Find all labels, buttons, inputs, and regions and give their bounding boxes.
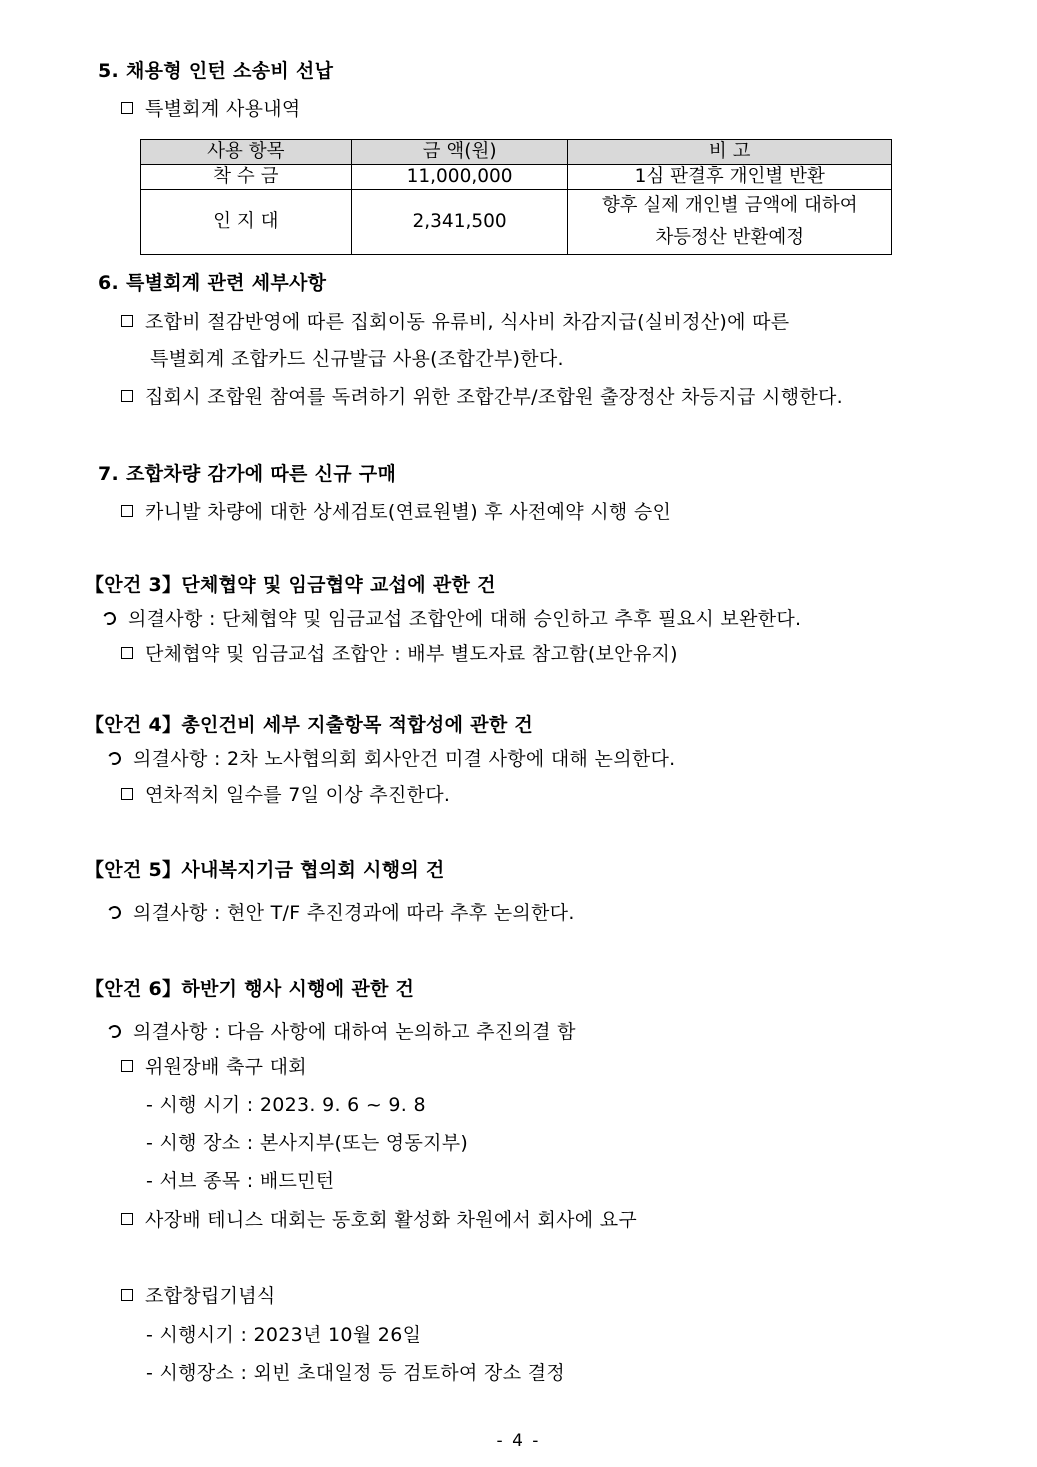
agenda-4-title: 【안건 4】총인건비 세부 지출항목 적합성에 관한 건 xyxy=(85,714,534,736)
cell-amount: 11,000,000 xyxy=(351,165,568,190)
circle-bullet-icon xyxy=(106,750,123,767)
agenda-5-decision: 의결사항 : 현안 T/F 추진경과에 따라 추후 논의한다. xyxy=(108,900,575,926)
agenda-4-bullet: 연차적치 일수를 7일 이상 추진한다. xyxy=(121,782,450,808)
checkbox-square-icon xyxy=(121,1289,133,1301)
cell-note: 향후 실제 개인별 금액에 대하여 차등정산 반환예정 xyxy=(568,190,892,255)
agenda-4-decision: 의결사항 : 2차 노사협의회 회사안건 미결 사항에 대해 논의한다. xyxy=(108,746,676,772)
section-6-bullet-2: 집회시 조합원 참여를 독려하기 위한 조합간부/조합원 출장정산 차등지급 시행한다. xyxy=(121,384,843,410)
cell-amount: 2,341,500 xyxy=(351,190,568,255)
section-7-bullet: 카니발 차량에 대한 상세검토(연료원별) 후 사전예약 시행 승인 xyxy=(121,499,671,525)
agenda-6-bullet-1: 위원장배 축구 대회 xyxy=(121,1054,307,1080)
cell-note: 1심 판결후 개인별 반환 xyxy=(568,165,892,190)
checkbox-square-icon xyxy=(121,647,133,659)
checkbox-square-icon xyxy=(121,102,133,114)
circle-bullet-icon xyxy=(106,1023,123,1040)
table-header-note: 비 고 xyxy=(568,140,892,165)
section-6-bullet-1: 조합비 절감반영에 따른 집회이동 유류비, 식사비 차감지급(실비정산)에 따른 xyxy=(121,309,789,335)
section-6-title: 6. 특별회계 관련 세부사항 xyxy=(98,272,327,294)
checkbox-square-icon xyxy=(121,315,133,327)
table-header-amount: 금 액(원) xyxy=(351,140,568,165)
section-6-bullet-1-cont: 특별회계 조합카드 신규발급 사용(조합간부)한다. xyxy=(150,348,564,370)
section-5-bullet: 특별회계 사용내역 xyxy=(121,96,301,122)
agenda-6-detail: - 시행 시기 : 2023. 9. 6 ~ 9. 8 xyxy=(146,1094,426,1116)
table-row xyxy=(141,190,892,255)
table-header-item: 사용 항목 xyxy=(141,140,352,165)
fund-usage-table xyxy=(140,139,892,255)
agenda-3-decision: 의결사항 : 단체협약 및 임금교섭 조합안에 대해 승인하고 추후 필요시 보완한다. xyxy=(103,606,801,632)
agenda-6-title: 【안건 6】하반기 행사 시행에 관한 건 xyxy=(85,978,415,1000)
agenda-6-bullet-3: 조합창립기념식 xyxy=(121,1283,276,1309)
section-5-title: 5. 채용형 인턴 소송비 선납 xyxy=(98,60,334,82)
agenda-6-decision: 의결사항 : 다음 사항에 대하여 논의하고 추진의결 함 xyxy=(108,1019,576,1045)
checkbox-square-icon xyxy=(121,390,133,402)
checkbox-square-icon xyxy=(121,1213,133,1225)
checkbox-square-icon xyxy=(121,788,133,800)
cell-item: 인 지 대 xyxy=(141,190,352,255)
agenda-6-detail: - 서브 종목 : 배드민턴 xyxy=(146,1170,335,1192)
circle-bullet-icon xyxy=(101,610,118,627)
table-row xyxy=(141,165,892,190)
cell-item: 착 수 금 xyxy=(141,165,352,190)
checkbox-square-icon xyxy=(121,505,133,517)
agenda-6-bullet-2: 사장배 테니스 대회는 동호회 활성화 차원에서 회사에 요구 xyxy=(121,1207,637,1233)
agenda-6-detail: - 시행 장소 : 본사지부(또는 영동지부) xyxy=(146,1132,469,1154)
agenda-5-title: 【안건 5】사내복지기금 협의회 시행의 건 xyxy=(85,859,445,881)
page-number: - 4 - xyxy=(496,1431,541,1451)
checkbox-square-icon xyxy=(121,1060,133,1072)
agenda-3-bullet: 단체협약 및 임금교섭 조합안 : 배부 별도자료 참고함(보안유지) xyxy=(121,641,678,667)
agenda-3-title: 【안건 3】단체협약 및 임금협약 교섭에 관한 건 xyxy=(85,574,496,596)
agenda-6-detail: - 시행시기 : 2023년 10월 26일 xyxy=(146,1324,422,1346)
section-7-title: 7. 조합차량 감가에 따른 신규 구매 xyxy=(98,463,397,485)
circle-bullet-icon xyxy=(106,904,123,921)
agenda-6-detail: - 시행장소 : 외빈 초대일정 등 검토하여 장소 결정 xyxy=(146,1362,566,1384)
